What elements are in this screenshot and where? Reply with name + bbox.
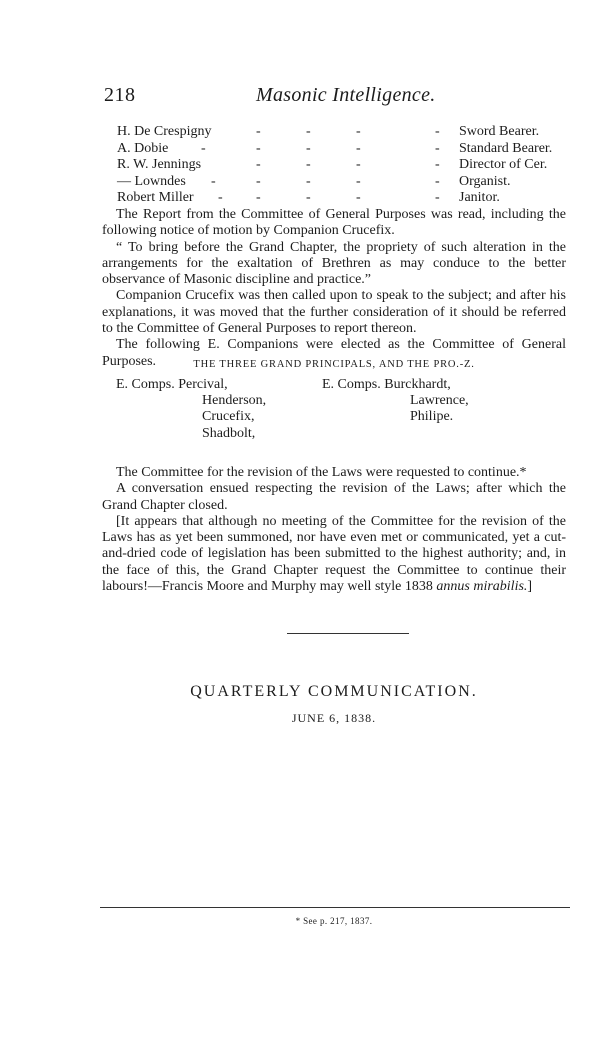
officer-role: Sword Bearer. xyxy=(459,124,540,139)
officer-row xyxy=(117,174,577,191)
officer-role: Organist. xyxy=(459,173,511,189)
page-header xyxy=(104,84,566,108)
page-number: 218 xyxy=(104,84,136,106)
paragraph: “ To bring before the Grand Chapter, the propriety of such alteration in the arrangements for the exaltation of Brethren as may conduce to the better observance of Masonic discipline and practice.” xyxy=(102,239,566,288)
footnote-rule xyxy=(100,907,570,908)
closing-text xyxy=(102,465,566,595)
leader-dashes: - - - - xyxy=(256,157,440,173)
paragraph: The following E. Companions were elected as the Committee of General Purposes. xyxy=(102,337,566,369)
footnote: * See p. 217, 1837. xyxy=(295,916,373,926)
officer-role: Director of Cer. xyxy=(459,157,548,173)
officer-name: R. W. Jennings xyxy=(117,157,202,173)
officer-list xyxy=(117,124,577,207)
officer-name: A. Dobie xyxy=(117,140,169,156)
committee-lead: E. Comps. Percival, xyxy=(116,377,228,392)
paragraph: A conversation ensued respecting the revision of the Laws; after which the Grand Chapter closed. xyxy=(102,481,566,513)
committee-member: Lawrence, xyxy=(410,393,469,409)
committee-column-right xyxy=(322,377,552,426)
editorial-note xyxy=(102,514,566,595)
leader-dashes: - - - - - xyxy=(201,140,440,156)
editorial-note-text: [It appears that although no meeting of the Committee for the revision of the Laws has as yet been summoned, nor have even met or communicated, yet a cut-and-dried code of legislation has been submitted to the highest authority; and, in the face of this, the Grand Chapter request the Committee to continue their labours!—Francis Moore and Murphy may well style 1838 xyxy=(102,513,566,595)
report-text xyxy=(102,207,566,370)
committee-heading: THE THREE GRAND PRINCIPALS, AND THE PRO.-Z. xyxy=(193,359,475,370)
committee-member: Philipe. xyxy=(410,409,454,425)
leader-dashes: - - - - - xyxy=(211,173,440,189)
quarterly-heading: QUARTERLY COMMUNICATION. xyxy=(190,683,478,700)
officer-row xyxy=(117,190,577,207)
committee-lead: E. Comps. Burckhardt, xyxy=(322,377,451,392)
paragraph: The Report from the Committee of General Purposes was read, including the following notice of motion by Companion Crucefix. xyxy=(102,207,566,239)
committee-member: Shadbolt, xyxy=(202,425,256,441)
leader-dashes: - - - - - xyxy=(218,190,440,206)
editorial-note-italic: annus mirabilis. xyxy=(436,579,528,595)
officer-row xyxy=(117,141,577,158)
paragraph: Companion Crucefix was then called upon to speak to the subject; and after his explanations, it was moved that the further consideration of it should be referred to the Committee of General Purposes to report thereon. xyxy=(102,288,566,337)
section-divider xyxy=(287,633,409,634)
officer-role: Standard Bearer. xyxy=(459,140,553,156)
committee-member: Crucefix, xyxy=(202,409,255,425)
quarterly-date: JUNE 6, 1838. xyxy=(291,711,377,725)
officer-role: Janitor. xyxy=(459,190,500,206)
officer-row xyxy=(117,157,577,174)
running-title: Masonic Intelligence. xyxy=(256,84,436,106)
editorial-note-end: ] xyxy=(527,579,533,595)
officer-name: — Lowndes xyxy=(117,173,186,189)
committee-column-left xyxy=(116,377,346,442)
officer-name: Robert Miller xyxy=(117,190,194,206)
officer-name: H. De Crespigny xyxy=(117,124,212,139)
committee-member: Henderson, xyxy=(202,393,267,409)
paragraph: The Committee for the revision of the Laws were requested to continue.* xyxy=(116,465,527,480)
leader-dashes: - - - - xyxy=(256,124,440,139)
officer-row xyxy=(117,124,577,141)
